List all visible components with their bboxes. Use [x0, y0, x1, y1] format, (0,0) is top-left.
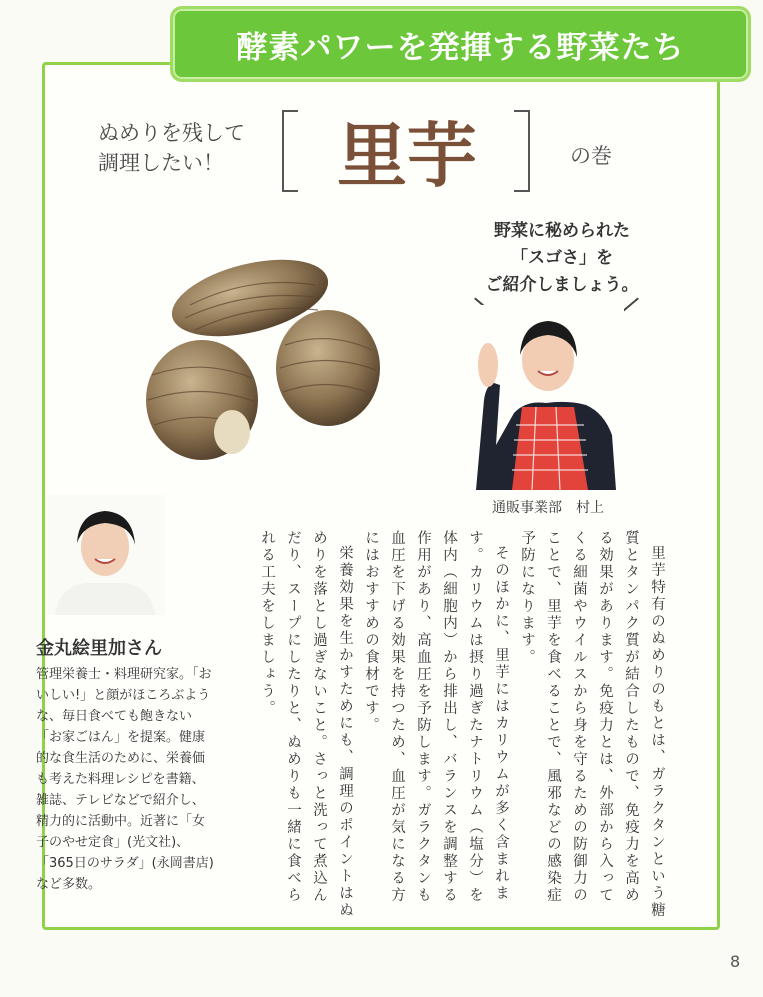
author-name: 金丸絵里加さん [36, 638, 162, 659]
subtitle-line-1: ぬめりを残して [98, 121, 245, 145]
promo-speech [462, 218, 662, 299]
article-paragraph: 里芋特有のぬめりのもとは、ガラクタンという糖質とタンパク質が結合したもので、免疫力を高める効果があります。免疫力とは、外部から入ってくる細菌やウイルスから身を守るための防御力のことで、里芋を食べることで、風邪などの感染症予防になります。 [519, 530, 665, 919]
promo-line-1: 野菜に秘められた [494, 221, 630, 241]
title-bracket-left [282, 110, 298, 192]
subtitle [98, 118, 245, 178]
page-number: 8 [730, 952, 741, 971]
staff-photo [456, 305, 624, 490]
staff-caption: 通販事業部 村上 [492, 500, 604, 516]
title-suffix: の巻 [570, 144, 612, 168]
main-title: 里芋 [337, 114, 477, 197]
article-body [225, 530, 670, 920]
promo-line-2: 「スゴさ」を [511, 248, 613, 268]
author-bio: 管理栄養士・料理研究家。「おいしい!」と顔がほころぶような、毎日食べても飽きない「お家ごはん」を提案。健康的な食生活のために、栄養価も考えた料理レシピを書籍、雑誌、テレビなどで紹介し、精力的に活動中。近著に「女子のやせ定食」(光文社)、「365日のサラダ」(永岡書店)など多数。 [36, 667, 214, 892]
article-paragraph: そのほかに、里芋にはカリウムが多く含まれます。カリウムは摂り過ぎたナトリウム（塩分）を体内（細胞内）から排出し、バランスを調整する作用があり、高血圧を予防します。ガラクタンも血圧を下げる効果を持つため、血圧が気になる方にはおすすめの食材です。 [363, 530, 509, 904]
banner-title: 酵素パワーを発揮する野菜たち [236, 29, 685, 66]
author-portrait [45, 495, 165, 615]
header-banner [170, 6, 751, 82]
article-paragraph: 栄養効果を生かすためにも、調理のポイントはぬめりを落とし過ぎないこと。さっと洗って煮込んだり、スープにしたりと、ぬめりも一緒に食べられる工夫をしましょう。 [259, 530, 353, 919]
title-bracket-right [514, 110, 530, 192]
subtitle-line-2: 調理したい！ [98, 151, 224, 175]
taro-photo [140, 250, 380, 470]
promo-line-3: ご紹介しましょう。 [485, 275, 639, 295]
